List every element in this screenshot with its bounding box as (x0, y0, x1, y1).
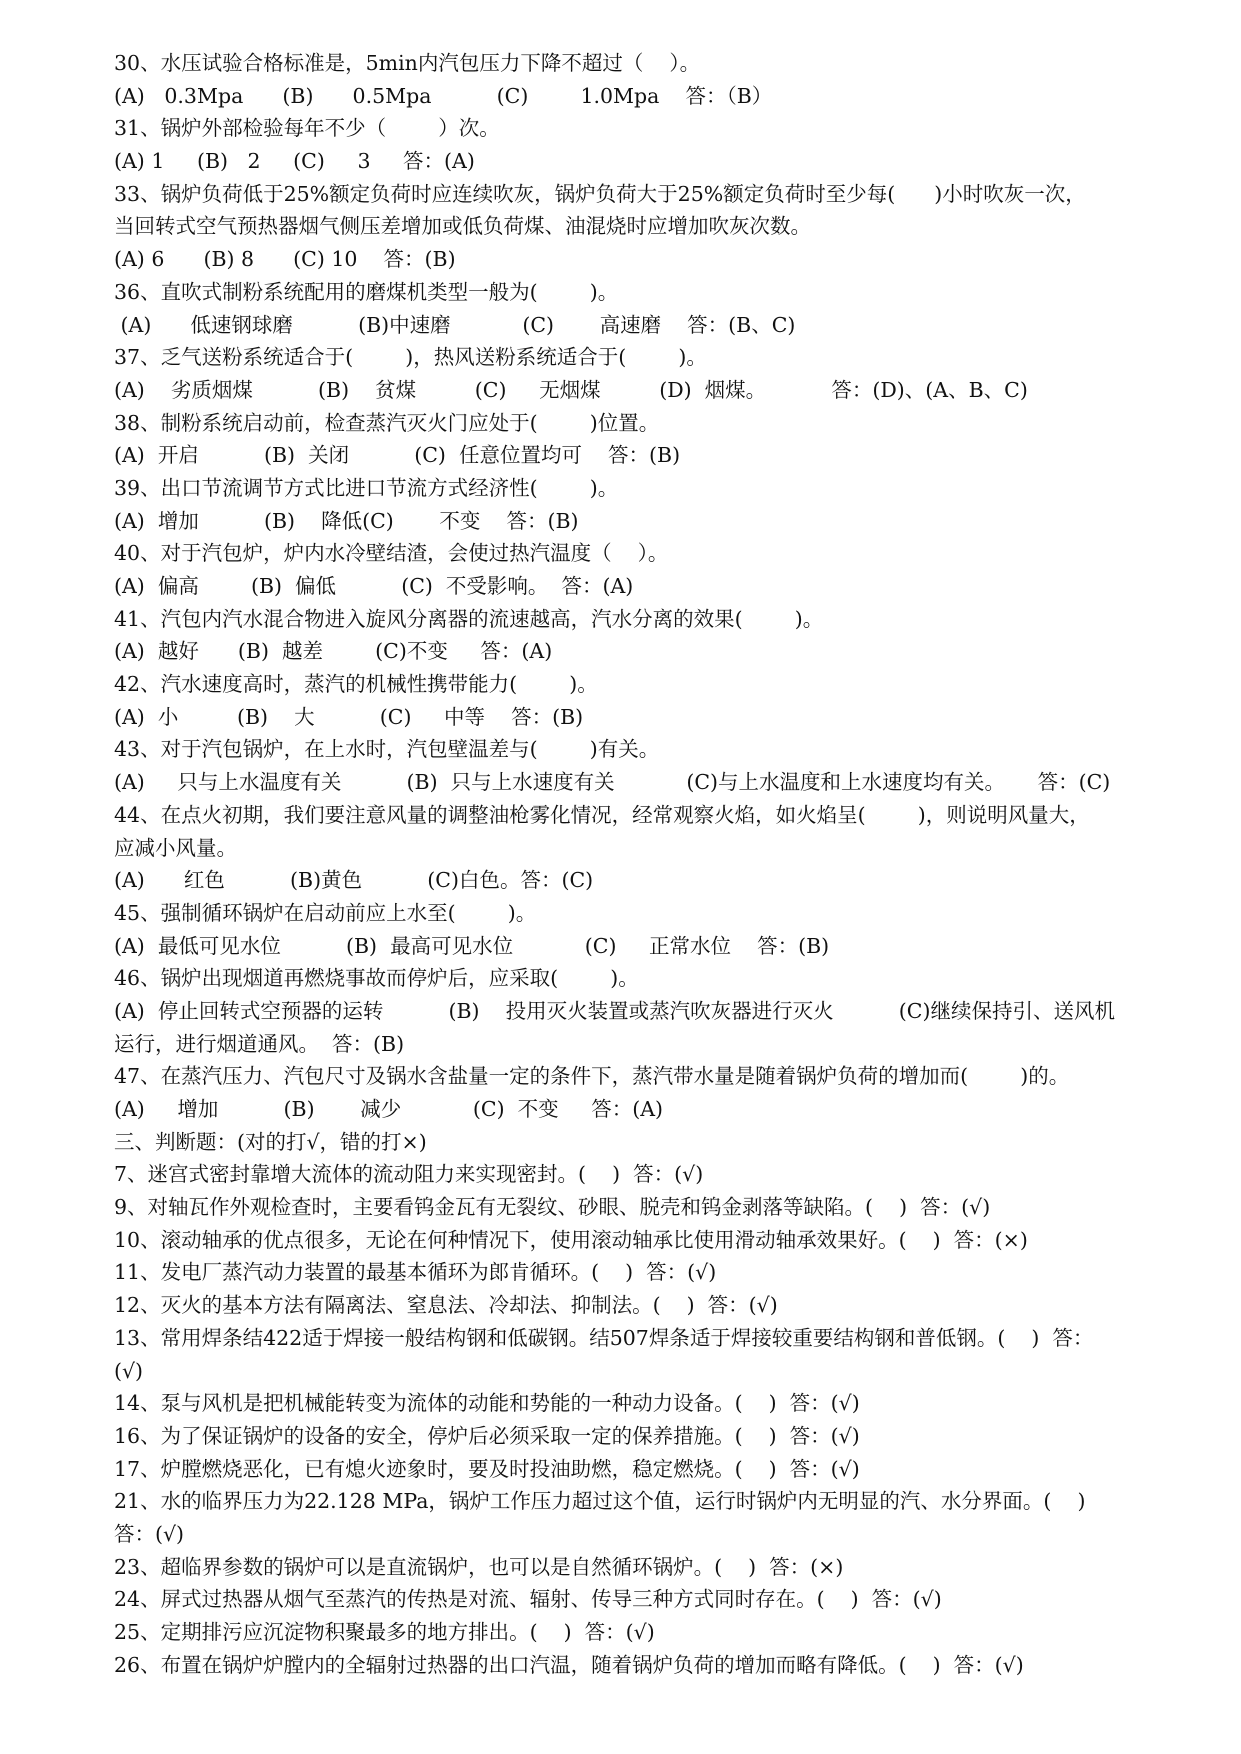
text-line: (A) 停止回转式空预器的运转 (B) 投用灭火装置或蒸汽吹灰器进行灭火 (C)继续保持引、送风机 (114, 998, 1115, 1023)
text-line: (A) 劣质烟煤 (B) 贫煤 (C) 无烟煤 (D) 烟煤。 答：(D)、(A、B、C) (114, 377, 1028, 402)
text-line: 31、锅炉外部检验每年不少（ ）次。 (114, 116, 500, 141)
text-line: (A) 增加 (B) 减少 (C) 不变 答：(A) (114, 1097, 663, 1121)
text-line: 30、水压试验合格标准是，5min内汽包压力下降不超过（ ）。 (114, 51, 701, 75)
text-line: (A) 最低可见水位 (B) 最高可见水位 (C) 正常水位 答：(B) (114, 933, 830, 958)
text-line: (A) 红色 (B)黄色 (C)白色。答：(C) (114, 868, 594, 893)
text-line: 11、发电厂蒸汽动力装置的最基本循环为郎肯循环。( ) 答：(√) (114, 1260, 717, 1285)
text-line: 37、乏气送粉系统适合于( )，热风送粉系统适合于( )。 (114, 345, 707, 370)
text-line: 25、定期排污应沉淀物积聚最多的地方排出。( ) 答：(√) (114, 1620, 655, 1644)
text-line: 26、布置在锅炉炉膛内的全辐射过热器的出口汽温，随着锅炉负荷的增加而略有降低。( ) 答：(√) (114, 1652, 1024, 1677)
document-body (114, 47, 1144, 1681)
text-line: 43、对于汽包锅炉，在上水时，汽包壁温差与( )有关。 (114, 737, 660, 762)
text-line: 运行，进行烟道通风。 答：(B) (114, 1031, 405, 1056)
text-line: 12、灭火的基本方法有隔离法、窒息法、冷却法、抑制法。( ) 答：(√) (114, 1293, 778, 1318)
text-line: 16、为了保证锅炉的设备的安全，停炉后必须采取一定的保养措施。( ) 答：(√) (114, 1423, 860, 1448)
text-line: (A) 偏高 (B) 偏低 (C) 不受影响。 答：(A) (114, 574, 634, 598)
text-line: 答：(√) (114, 1521, 185, 1546)
text-line: 38、制粉系统启动前，检查蒸汽灭火门应处于( )位置。 (114, 410, 660, 435)
text-line: 10、滚动轴承的优点很多，无论在何种情况下，使用滚动轴承比使用滑动轴承效果好。( ) 答：(×) (114, 1227, 1028, 1252)
text-line: 33、锅炉负荷低于25%额定负荷时应连续吹灰，锅炉负荷大于25%额定负荷时至少每( )小时吹灰一次， (114, 181, 1086, 206)
text-line: 41、汽包内汽水混合物进入旋风分离器的流速越高，汽水分离的效果( )。 (114, 606, 824, 631)
text-line: 42、汽水速度高时，蒸汽的机械性携带能力( )。 (114, 672, 598, 697)
text-line: 21、水的临界压力为22.128 MPa，锅炉工作压力超过这个值，运行时锅炉内无明显的汽、水分界面。( ) (114, 1489, 1086, 1514)
text-line: 40、对于汽包炉，炉内水冷壁结渣，会使过热汽温度（ ）。 (114, 541, 669, 566)
text-line: 23、超临界参数的锅炉可以是直流锅炉，也可以是自然循环锅炉。( ) 答：(×) (114, 1554, 844, 1579)
text-line: 14、泵与风机是把机械能转变为流体的动能和势能的一种动力设备。( ) 答：(√) (114, 1391, 860, 1416)
text-line: 47、在蒸汽压力、汽包尺寸及锅水含盐量一定的条件下，蒸汽带水量是随着锅炉负荷的增加而( )的。 (114, 1064, 1070, 1089)
text-line: (A) 小 (B) 大 (C) 中等 答：(B) (114, 704, 584, 729)
text-line: (A) 6 (B) 8 (C) 10 答：(B) (114, 247, 456, 272)
text-line: 36、直吹式制粉系统配用的磨煤机类型一般为( )。 (114, 279, 619, 304)
text-line: 44、在点火初期，我们要注意风量的调整油枪雾化情况，经常观察火焰，如火焰呈( )，则说明风量大， (114, 802, 1090, 827)
text-line: (A) 开启 (B) 关闭 (C) 任意位置均可 答：(B) (114, 443, 681, 468)
text-line: 7、迷宫式密封靠增大流体的流动阻力来实现密封。( ) 答：(√) (114, 1162, 704, 1187)
text-line: 17、炉膛燃烧恶化，已有熄火迹象时，要及时投油助燃，稳定燃烧。( ) 答：(√) (114, 1456, 860, 1481)
text-line: 45、强制循环锅炉在启动前应上水至( )。 (114, 900, 537, 925)
text-line: 三、判断题：(对的打√，错的打×) (114, 1129, 427, 1154)
text-line: 应减小风量。 (114, 835, 237, 860)
text-line: (√) (114, 1358, 144, 1383)
text-line: (A) 越好 (B) 越差 (C)不变 答：(A) (114, 639, 553, 664)
text-line: 当回转式空气预热器烟气侧压差增加或低负荷煤、油混烧时应增加吹灰次数。 (114, 214, 811, 239)
text-line: 39、出口节流调节方式比进口节流方式经济性( )。 (114, 475, 619, 500)
text-line: (A) 低速钢球磨 (B)中速磨 (C) 高速磨 答：(B、C) (114, 312, 796, 337)
text-line: (A) 增加 (B) 降低(C) 不变 答：(B) (114, 508, 579, 533)
text-line: 24、屏式过热器从烟气至蒸汽的传热是对流、辐射、传导三种方式同时存在。( ) 答：(√) (114, 1587, 942, 1612)
text-line: (A) 1 (B) 2 (C) 3 答：(A) (114, 149, 475, 174)
text-line: (A) 只与上水温度有关 (B) 只与上水速度有关 (C)与上水温度和上水速度均有关。 答：(C) (114, 770, 1111, 795)
text-line: 9、对轴瓦作外观检查时，主要看钨金瓦有无裂纹、砂眼、脱壳和钨金剥落等缺陷。( ) 答：(√) (114, 1195, 991, 1220)
text-line: 13、常用焊条结422适于焊接一般结构钢和低碳钢。结507焊条适于焊接较重要结构钢和普低钢。( ) 答： (114, 1325, 1094, 1350)
text-line: (A) 0.3Mpa (B) 0.5Mpa (C) 1.0Mpa 答：（B） (114, 83, 773, 108)
text-line: 46、锅炉出现烟道再燃烧事故而停炉后，应采取( )。 (114, 966, 639, 991)
